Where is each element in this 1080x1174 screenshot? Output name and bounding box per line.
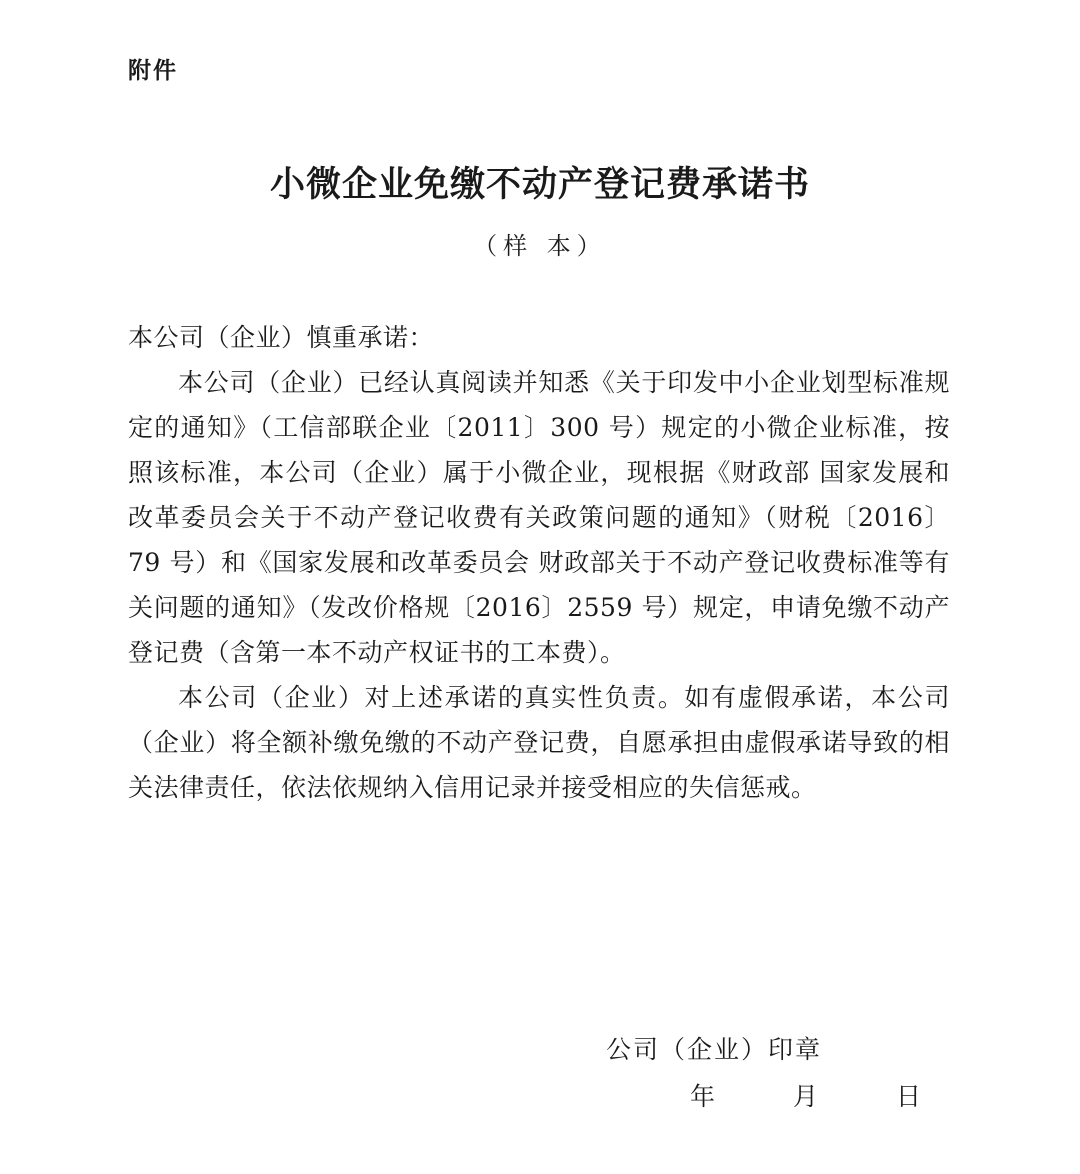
seal-label: 公司（企业）印章 [606,1035,823,1064]
paragraph-2: 本公司（企业）对上述承诺的真实性负责。如有虚假承诺，本公司（企业）将全额补缴免缴的不动产登记费，自愿承担由虚假承诺导致的相关法律责任，依法依规纳入信用记录并接受相应的失信惩戒。 [128,683,950,802]
opening-line: 本公司（企业）慎重承诺： [128,323,435,352]
date-year: 年 [690,1082,718,1111]
document-subtitle: （样 本） [473,232,607,260]
date-line [690,1077,959,1113]
document-title: 小微企业免缴不动产登记费承诺书 [269,165,810,205]
date-month: 月 [792,1082,820,1111]
document-body [128,315,950,810]
attachment-label: 附件 [128,58,178,84]
date-day: 日 [895,1082,923,1111]
paragraph-1: 本公司（企业）已经认真阅读并知悉《关于印发中小企业划型标准规定的通知》（工信部联企业〔2011〕300 号）规定的小微企业标准，按照该标准，本公司（企业）属于小微企业，现根据《财政部 国家发展和改革委员会关于不动产登记收费有关政策问题的通知》（财税〔2016〕79 号）和《国家发展和改革委员会 财政部关于不动产登记收费标准等有关问题的通知》（发改价格规〔2016〕2559 号）规定，申请免缴不动产登记费（含第一本不动产权证书的工本费）。 [128,368,950,667]
